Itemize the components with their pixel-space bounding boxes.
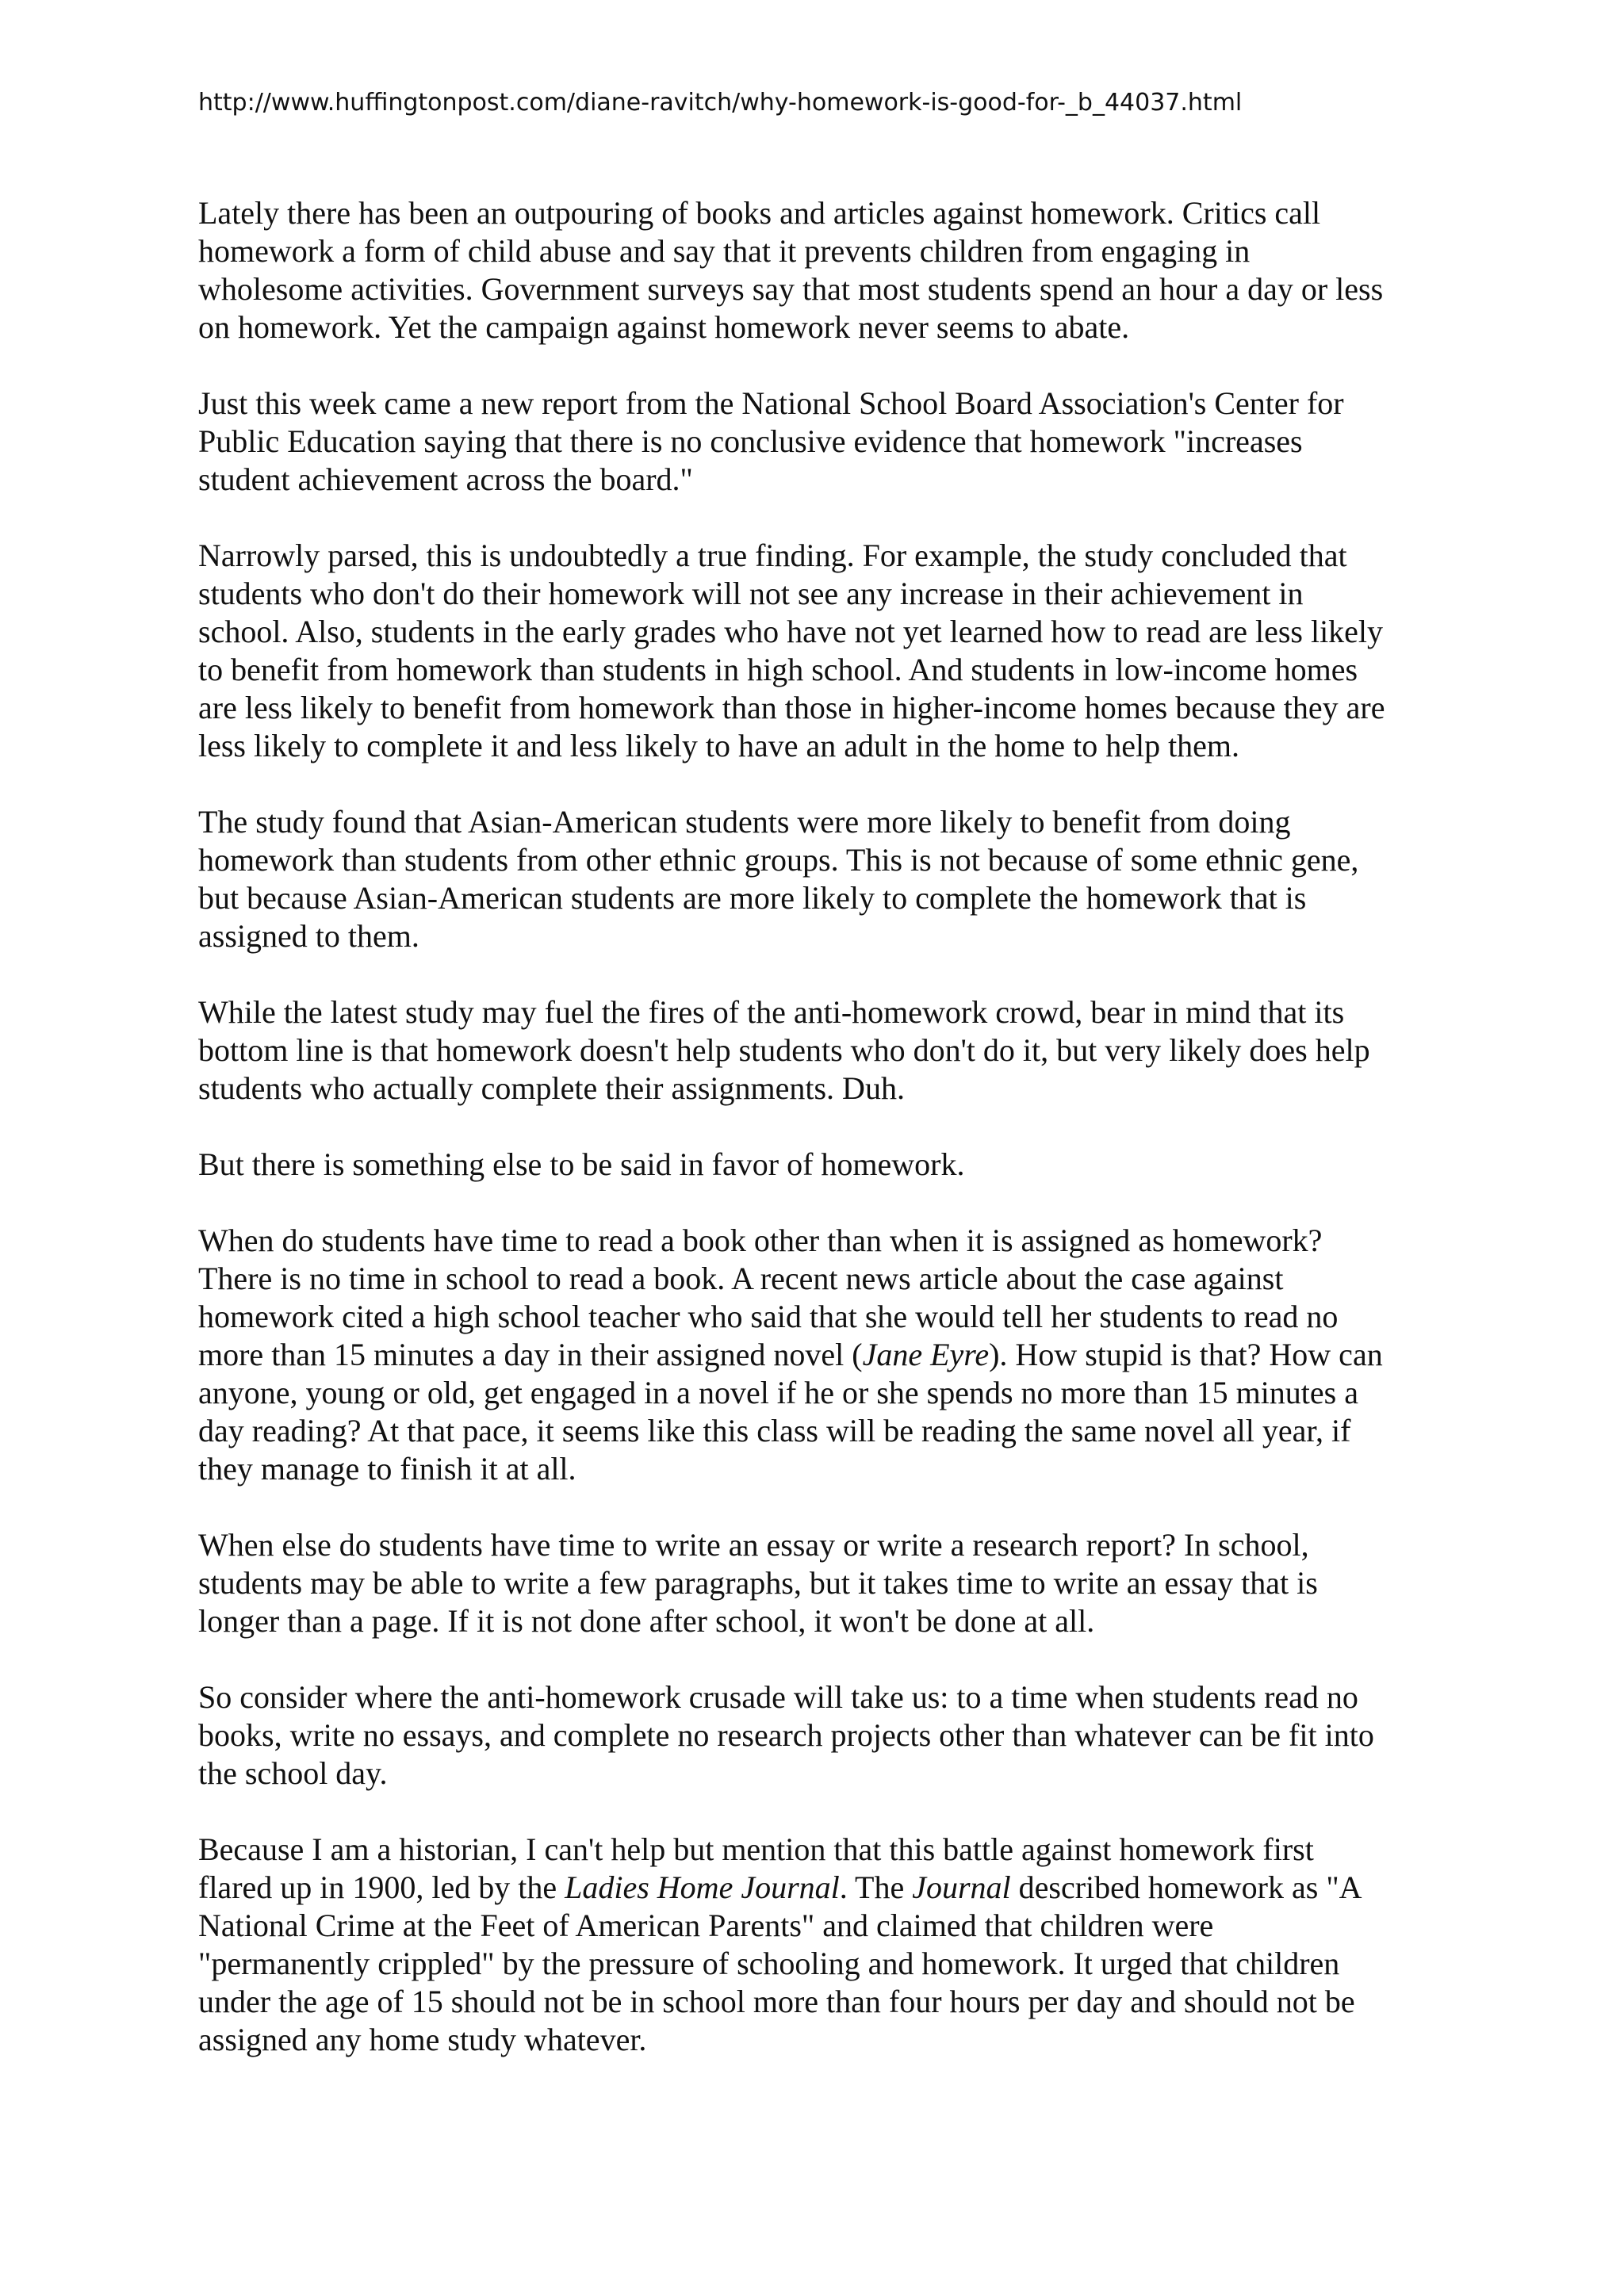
text-line: on homework. Yet the campaign against homework never seems to abate. — [198, 309, 1130, 345]
text-line: assigned any home study whatever. — [198, 2022, 647, 2057]
text-line: bottom line is that homework doesn't help students who don't do it, but very likely does help — [198, 1032, 1370, 1068]
text-line: students who actually complete their assignments. Duh. — [198, 1070, 905, 1106]
paragraph-5 — [198, 993, 1435, 1108]
text-line: homework cited a high school teacher who said that she would tell her students to read no — [198, 1299, 1339, 1334]
text-segment: flared up in 1900, led by the — [198, 1869, 565, 1905]
text-line: they manage to finish it at all. — [198, 1451, 576, 1487]
paragraph-2 — [198, 385, 1435, 499]
text-line: students may be able to write a few paragraphs, but it takes time to write an essay that is — [198, 1565, 1318, 1601]
paragraph-6 — [198, 1146, 1435, 1184]
text-line: less likely to complete it and less likely to have an adult in the home to help them. — [198, 728, 1240, 763]
publication-title: Journal — [912, 1869, 1011, 1905]
text-line: wholesome activities. Government surveys say that most students spend an hour a day or less — [198, 271, 1384, 307]
text-segment: . The — [839, 1869, 913, 1905]
text-line: While the latest study may fuel the fires of the anti-homework crowd, bear in mind that its — [198, 994, 1345, 1030]
text-line: homework a form of child abuse and say that it prevents children from engaging in — [198, 233, 1251, 269]
book-title: Jane Eyre — [862, 1337, 990, 1372]
paragraph-9 — [198, 1678, 1435, 1793]
article-body — [198, 194, 1435, 2097]
text-line: books, write no essays, and complete no research projects other than whatever can be fit into — [198, 1717, 1374, 1753]
text-line: When do students have time to read a book other than when it is assigned as homework? — [198, 1223, 1323, 1258]
text-line: The study found that Asian-American students were more likely to benefit from doing — [198, 804, 1291, 840]
text-line: But there is something else to be said in favor of homework. — [198, 1146, 965, 1182]
paragraph-10 — [198, 1831, 1435, 2059]
text-line: school. Also, students in the early grades who have not yet learned how to read are less likely — [198, 614, 1384, 649]
text-line: are less likely to benefit from homework than those in higher-income homes because they are — [198, 690, 1385, 725]
text-line: student achievement across the board." — [198, 461, 693, 497]
text-line: but because Asian-American students are more likely to complete the homework that is — [198, 880, 1307, 916]
text-segment: more than 15 minutes a day in their assigned novel ( — [198, 1337, 863, 1372]
text-line: day reading? At that pace, it seems like this class will be reading the same novel all year, if — [198, 1413, 1351, 1448]
text-line: Lately there has been an outpouring of books and articles against homework. Critics call — [198, 195, 1321, 231]
text-line: under the age of 15 should not be in school more than four hours per day and should not be — [198, 1984, 1355, 2019]
text-line: When else do students have time to write an essay or write a research report? In school, — [198, 1527, 1309, 1563]
text-line-with-title — [198, 1336, 1435, 1374]
paragraph-3 — [198, 537, 1435, 765]
text-line: students who don't do their homework will not see any increase in their achievement in — [198, 576, 1304, 611]
text-line: assigned to them. — [198, 918, 419, 954]
paragraph-7 — [198, 1222, 1435, 1488]
text-line-with-titles — [198, 1869, 1435, 1907]
text-line: So consider where the anti-homework crusade will take us: to a time when students read no — [198, 1679, 1358, 1715]
text-line: "permanently crippled" by the pressure of schooling and homework. It urged that children — [198, 1946, 1340, 1981]
text-line: National Crime at the Feet of American Parents" and claimed that children were — [198, 1908, 1214, 1943]
text-line: anyone, young or old, get engaged in a novel if he or she spends no more than 15 minutes a — [198, 1375, 1358, 1410]
text-line: Because I am a historian, I can't help but mention that this battle against homework first — [198, 1831, 1314, 1867]
text-segment: ). How stupid is that? How can — [989, 1337, 1383, 1372]
text-line: to benefit from homework than students in high school. And students in low-income homes — [198, 652, 1358, 687]
paragraph-1 — [198, 194, 1435, 346]
text-segment: described homework as "A — [1010, 1869, 1362, 1905]
text-line: longer than a page. If it is not done after school, it won't be done at all. — [198, 1603, 1095, 1639]
text-line: Just this week came a new report from the National School Board Association's Center for — [198, 385, 1344, 421]
text-line: the school day. — [198, 1755, 388, 1791]
text-line: Public Education saying that there is no conclusive evidence that homework "increases — [198, 423, 1303, 459]
paragraph-8 — [198, 1526, 1435, 1640]
source-url: http://www.huffingtonpost.com/diane-ravitch/why-homework-is-good-for-_b_44037.html — [198, 89, 1243, 117]
text-line: homework than students from other ethnic groups. This is not because of some ethnic gene, — [198, 842, 1359, 878]
paragraph-4 — [198, 803, 1435, 955]
publication-title: Ladies Home Journal — [565, 1869, 840, 1905]
text-line: There is no time in school to read a book. A recent news article about the case against — [198, 1261, 1284, 1296]
text-line: Narrowly parsed, this is undoubtedly a true finding. For example, the study concluded that — [198, 538, 1347, 573]
